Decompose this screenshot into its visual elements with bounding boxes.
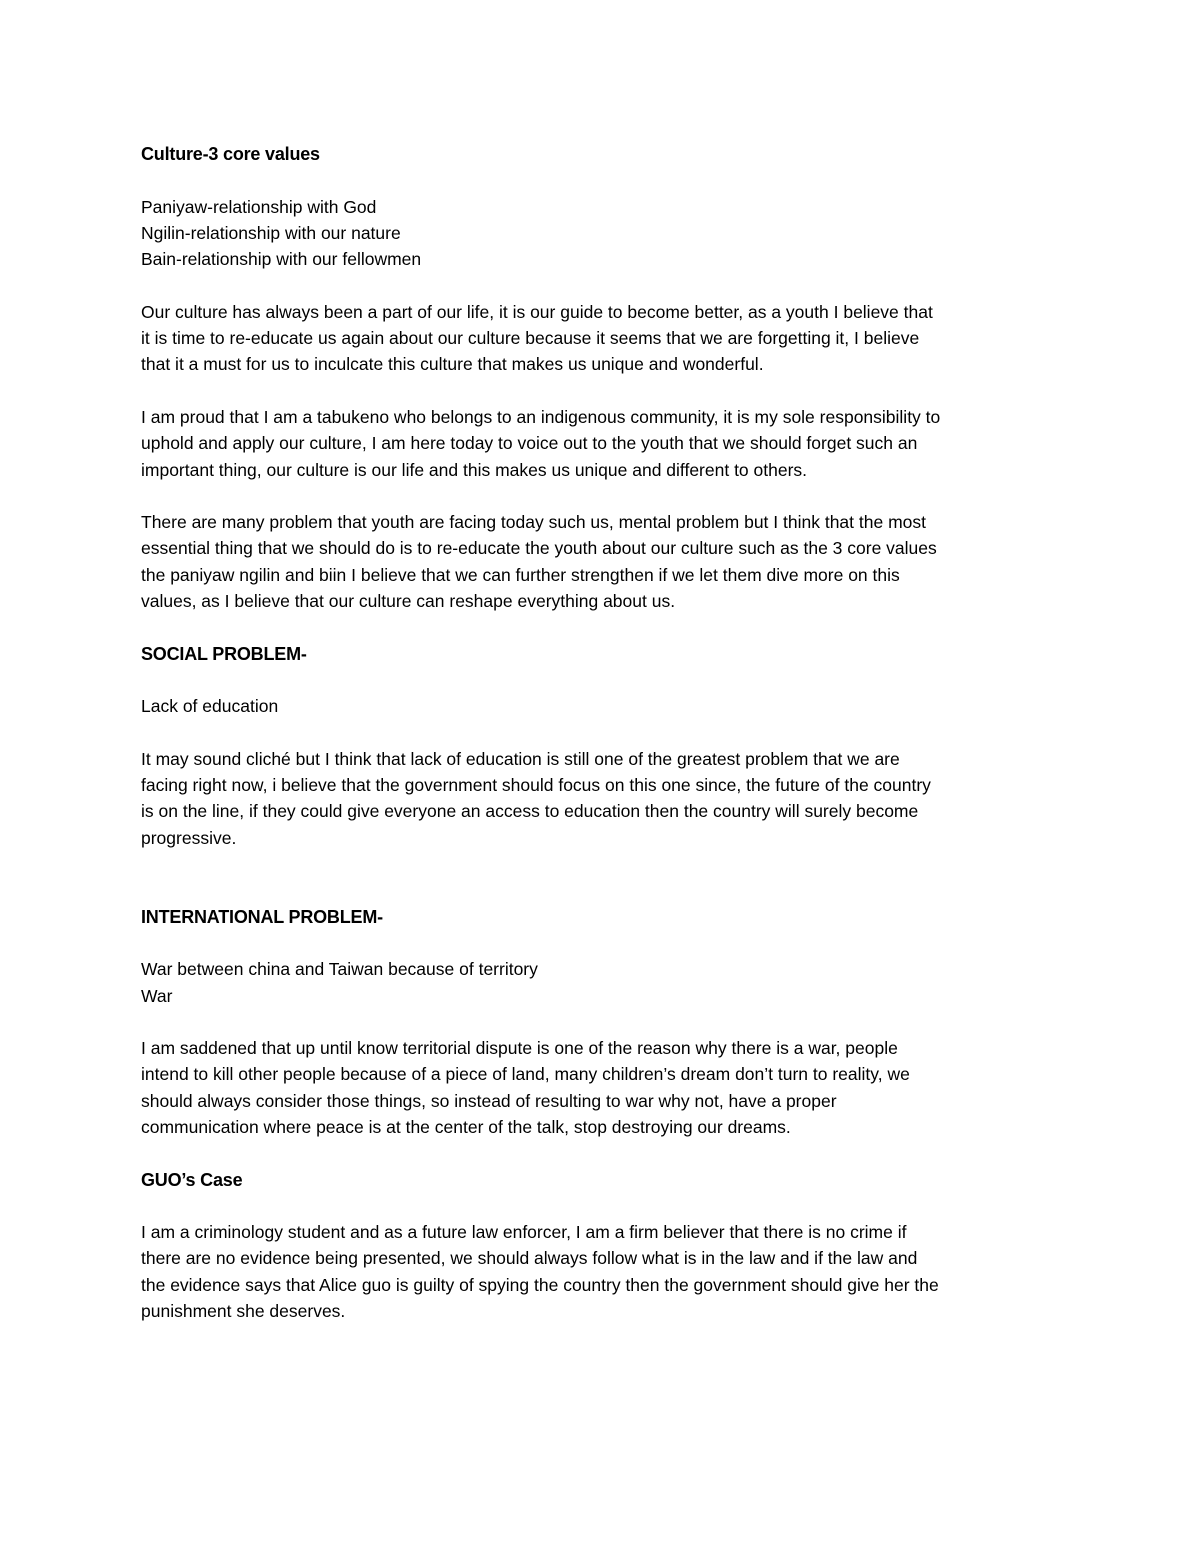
- spacer: [141, 1140, 1061, 1166]
- document-body: [141, 141, 1061, 1324]
- spacer: [141, 930, 1061, 956]
- social-problem-heading: SOCIAL PROBLEM-: [141, 643, 307, 664]
- paragraph-line: I am proud that I am a tabukeno who belongs to an indigenous community, it is my sole responsibility to: [141, 406, 941, 427]
- spacer: [141, 720, 1061, 746]
- international-paragraph: [141, 1035, 1061, 1140]
- spacer: [141, 1009, 1061, 1035]
- paragraph-line: I am a criminology student and as a future law enforcer, I am a firm believer that there is no crime if: [141, 1222, 907, 1243]
- core-values-list: [141, 194, 1061, 273]
- paragraph-line: It may sound cliché but I think that lack of education is still one of the greatest problem that we are: [141, 748, 900, 769]
- paragraph-line: that it a must for us to inculcate this culture that makes us unique and wonderful.: [141, 354, 764, 375]
- guo-case-heading: GUO’s Case: [141, 1169, 243, 1190]
- paragraph-line: important thing, our culture is our life and this makes us unique and different to others.: [141, 459, 808, 480]
- spacer: [141, 167, 1061, 193]
- paragraph-line: there are no evidence being presented, we should always follow what is in the law and if the law and: [141, 1248, 918, 1269]
- spacer: [141, 667, 1061, 693]
- paragraph-line: is on the line, if they could give everyone an access to education then the country will surely become: [141, 801, 919, 822]
- culture-heading: Culture-3 core values: [141, 144, 320, 164]
- international-problem-heading: INTERNATIONAL PROBLEM-: [141, 906, 383, 927]
- paragraph-line: intend to kill other people because of a piece of land, many children’s dream don’t turn to reality, we: [141, 1064, 910, 1085]
- paragraph-line: uphold and apply our culture, I am here today to voice out to the youth that we should forget such an: [141, 433, 918, 454]
- topic-line: Lack of education: [141, 696, 279, 717]
- core-value-item: Ngilin-relationship with our nature: [141, 222, 401, 243]
- paragraph-line: progressive.: [141, 827, 237, 848]
- paragraph-line: Our culture has always been a part of our life, it is our guide to become better, as a youth I believe that: [141, 301, 933, 322]
- spacer: [141, 378, 1061, 404]
- social-paragraph: [141, 746, 1061, 851]
- spacer: [141, 1193, 1061, 1219]
- spacer: [141, 272, 1061, 298]
- core-value-item: Paniyaw-relationship with God: [141, 196, 377, 217]
- topic-line: War: [141, 985, 173, 1006]
- social-topic: [141, 693, 1061, 719]
- paragraph-line: it is time to re-educate us again about our culture because it seems that we are forgetting it, I believe: [141, 328, 920, 349]
- topic-line: War between china and Taiwan because of territory: [141, 959, 538, 980]
- core-value-item: Bain-relationship with our fellowmen: [141, 249, 422, 270]
- paragraph-line: the evidence says that Alice guo is guilty of spying the country then the government should give her the: [141, 1274, 939, 1295]
- paragraph-line: should always consider those things, so instead of resulting to war why not, have a proper: [141, 1090, 837, 1111]
- culture-paragraph-2: [141, 404, 1061, 483]
- paragraph-line: communication where peace is at the center of the talk, stop destroying our dreams.: [141, 1116, 791, 1137]
- international-topics: [141, 956, 1061, 1009]
- paragraph-line: values, as I believe that our culture can reshape everything about us.: [141, 591, 676, 612]
- spacer: [141, 483, 1061, 509]
- culture-paragraph-3: [141, 509, 1061, 614]
- paragraph-line: essential thing that we should do is to re-educate the youth about our culture such as the 3 core values: [141, 538, 937, 559]
- paragraph-line: There are many problem that youth are facing today such us, mental problem but I think that the most: [141, 512, 926, 533]
- culture-paragraph-1: [141, 299, 1061, 378]
- spacer: [141, 614, 1061, 640]
- paragraph-line: punishment she deserves.: [141, 1301, 346, 1322]
- paragraph-line: the paniyaw ngilin and biin I believe that we can further strengthen if we let them dive more on this: [141, 564, 900, 585]
- paragraph-line: I am saddened that up until know territorial dispute is one of the reason why there is a war, people: [141, 1038, 898, 1059]
- spacer: [141, 851, 1061, 904]
- guo-paragraph: [141, 1219, 1061, 1324]
- paragraph-line: facing right now, i believe that the government should focus on this one since, the future of the country: [141, 775, 931, 796]
